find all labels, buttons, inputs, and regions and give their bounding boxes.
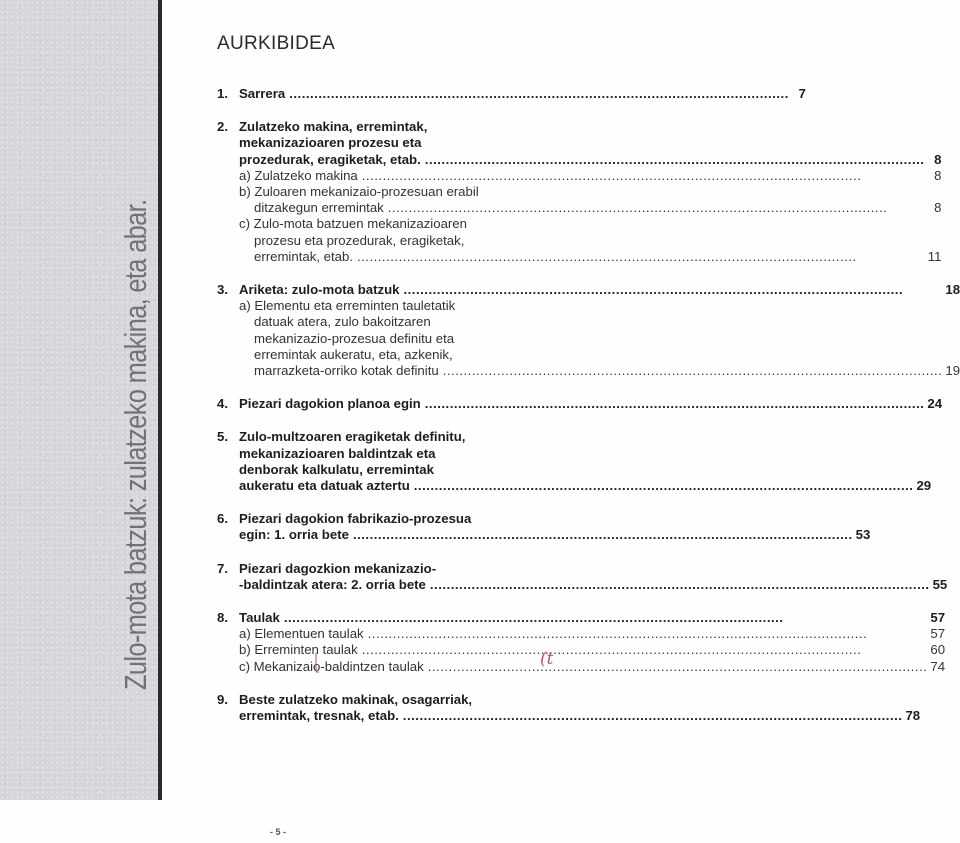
toc-entry-title: Taulak: [239, 610, 280, 626]
toc-entry[interactable]: [217, 429, 932, 494]
toc-subentry-title: erremintak aukeratu, eta, azkenik,: [254, 346, 453, 362]
toc-entry-number: 7.: [217, 560, 228, 576]
dot-leader: [425, 396, 925, 412]
toc-page-number: 55: [932, 576, 948, 592]
toc-subentry-title: c) Zulo-mota batzuen mekanizazioaren: [239, 216, 467, 232]
toc-entry-number: 9.: [217, 691, 228, 707]
dot-leader: [362, 168, 925, 184]
toc-page-number: 11: [927, 248, 942, 264]
toc-page-number: 60: [930, 642, 946, 658]
toc-entry[interactable]: [217, 119, 942, 265]
dot-leader: [289, 86, 789, 102]
toc-subentry-title: b) Zuloaren mekanizaio-prozesuan erabil: [239, 184, 479, 200]
toc-page-number: 24: [927, 396, 943, 412]
toc-page-number: 74: [930, 658, 946, 674]
toc-page-number: 57: [930, 610, 946, 626]
toc-subentry-title: c) Mekanizaio-baldintzen taulak: [239, 658, 424, 674]
toc-page-number: 8: [934, 167, 942, 183]
dot-leader: [403, 708, 903, 724]
toc-page-number: 29: [916, 478, 932, 494]
toc-entry-number: 1.: [217, 86, 228, 101]
toc-entry[interactable]: [217, 691, 921, 724]
toc-entry-number: 5.: [217, 429, 228, 445]
toc-entry-title: mekanizazioaren prozesu eta: [239, 135, 422, 151]
toc-entry[interactable]: [217, 610, 946, 675]
toc-page-number: 57: [930, 626, 946, 642]
toc-subentry-title: datuak atera, zulo bakoitzaren: [254, 314, 431, 330]
vertical-rule: [158, 0, 162, 800]
handwritten-insert-mark: [313, 652, 321, 674]
toc-subentry-title: a) Elementu eta erreminten tauletatik: [239, 298, 456, 314]
dot-leader: [362, 642, 928, 658]
dot-leader: [430, 577, 930, 593]
toc-subentry-title: marrazketa-orriko kotak definitu: [254, 363, 439, 379]
toc-entry-number: 6.: [217, 511, 228, 527]
toc-subentry-title: a) Zulatzeko makina: [239, 167, 358, 183]
toc-entry-title: Piezari dagokion planoa egin: [239, 396, 421, 412]
toc-subentry-title: erremintak, etab.: [254, 248, 353, 264]
toc-entry-title: Zulatzeko makina, erremintak,: [239, 119, 428, 135]
toc-entry[interactable]: [217, 86, 806, 102]
table-of-contents: [217, 86, 960, 741]
toc-subentry[interactable]: [239, 626, 945, 642]
toc-entry-title: egin: 1. orria bete: [239, 527, 349, 543]
toc-page-number: 8: [934, 151, 942, 167]
page-number: - 5 -: [270, 827, 287, 837]
toc-page-number: 53: [855, 527, 871, 543]
toc-entry-title: -baldintzak atera: 2. orria bete: [239, 576, 426, 592]
toc-entry[interactable]: [217, 396, 943, 412]
toc-subentry-title: b) Erreminten taulak: [239, 642, 358, 658]
toc-subentry-title: mekanizazio-prozesua definitu eta: [254, 330, 455, 346]
dot-leader: [357, 249, 925, 265]
toc-entry-number: 8.: [217, 610, 228, 626]
toc-entry-title: aukeratu eta datuak aztertu: [239, 478, 410, 494]
toc-subentry[interactable]: [239, 298, 960, 379]
toc-entry-number: 4.: [217, 396, 228, 412]
toc-subentry-title: prozesu eta prozedurak, eragiketak,: [254, 232, 465, 248]
toc-page-number: 7: [798, 86, 806, 101]
handwritten-note: (t: [540, 649, 554, 669]
toc-entry-title: erremintak, tresnak, etab.: [239, 708, 399, 724]
toc-entry-number: 2.: [217, 119, 228, 135]
toc-subentry-title: ditzakegun erremintak: [254, 200, 384, 216]
toc-page-number: 78: [905, 708, 921, 724]
toc-subentry[interactable]: [239, 659, 945, 675]
toc-entry-title: denborak kalkulatu, erremintak: [239, 461, 434, 477]
toc-heading: AURKIBIDEA: [217, 33, 336, 54]
toc-entry[interactable]: [217, 560, 948, 593]
toc-entry-title: Piezari dagokion fabrikazio-prozesua: [239, 511, 472, 527]
toc-entry-title: Piezari dagozkion mekanizazio-: [239, 560, 437, 576]
dot-leader: [353, 527, 853, 543]
toc-entry[interactable]: [217, 282, 960, 379]
vertical-book-title: Zulo-mota batzuk: zulatzeko makina, eta abar.: [118, 199, 153, 690]
toc-entry-title: Ariketa: zulo-mota batzuk: [239, 282, 400, 298]
toc-entry-title: Beste zulatzeko makinak, osagarriak,: [239, 691, 473, 707]
dot-leader: [388, 200, 925, 216]
toc-entry-number: 3.: [217, 282, 228, 298]
toc-entry-title: mekanizazioaren baldintzak eta: [239, 445, 436, 461]
dot-leader: [428, 659, 928, 675]
dot-leader: [425, 152, 925, 168]
dot-leader: [443, 363, 943, 379]
toc-subentry[interactable]: [239, 642, 945, 658]
dot-leader: [403, 282, 942, 298]
toc-subentry[interactable]: [239, 216, 941, 265]
toc-entry-title: Zulo-multzoaren eragiketak definitu,: [239, 429, 466, 445]
dot-leader: [414, 478, 914, 494]
dot-leader: [368, 626, 928, 642]
toc-subentry-title: a) Elementuen taulak: [239, 626, 364, 642]
toc-subentry[interactable]: [239, 184, 941, 216]
toc-page-number: 19: [945, 363, 960, 379]
toc-subentry[interactable]: [239, 168, 941, 184]
toc-entry-title: Sarrera: [239, 86, 286, 101]
toc-page-number: 18: [945, 282, 960, 298]
toc-page-number: 8: [934, 200, 942, 216]
toc-entry-title: prozedurak, eragiketak, etab.: [239, 151, 421, 167]
toc-entry[interactable]: [217, 511, 871, 543]
dot-leader: [284, 610, 928, 626]
